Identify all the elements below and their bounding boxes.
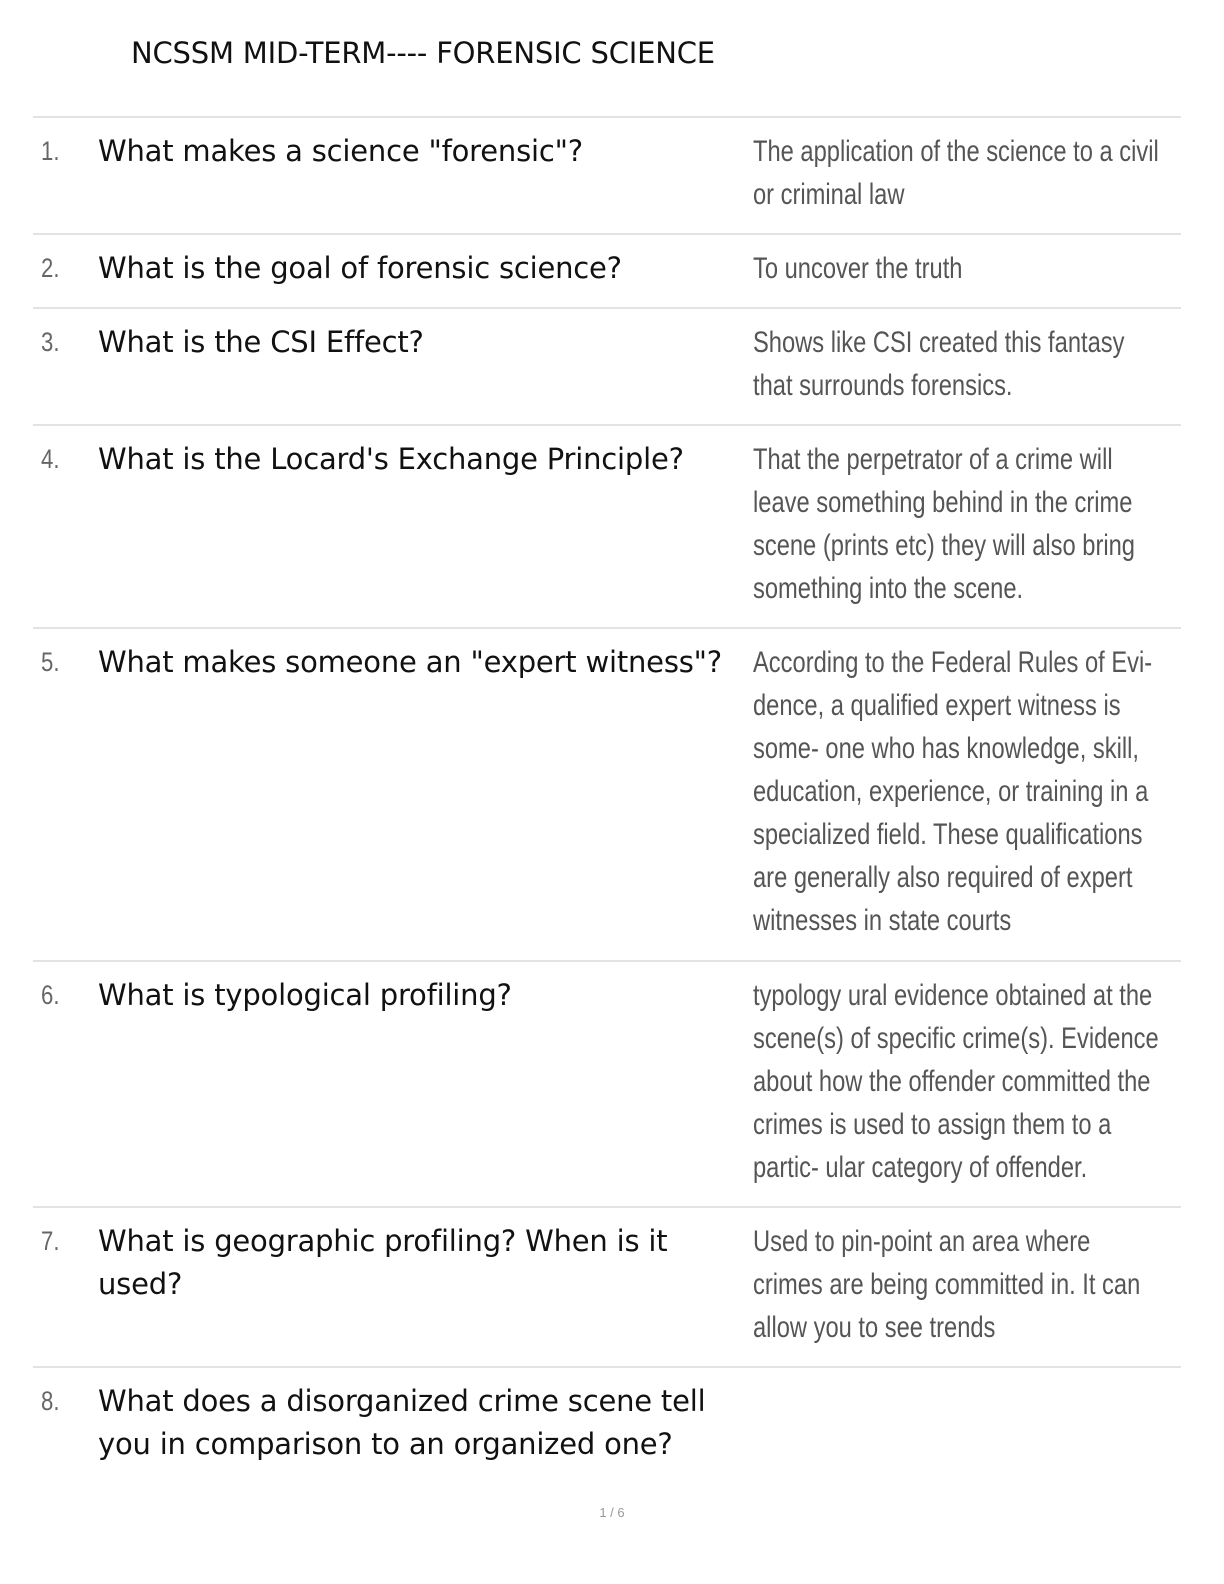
qa-row	[33, 960, 1181, 1184]
qa-row	[33, 307, 1181, 402]
qa-row	[33, 116, 1181, 211]
question-text: What is geographic profiling? When is it used?	[98, 1224, 668, 1301]
item-number: 3.	[41, 327, 60, 357]
answer-text: typology ural evidence obtained at the scene(s) of specific crime(s). Evidence about how the offender committed the crimes is used to assign them to a partic- ular category of offender.	[753, 979, 1159, 1184]
item-number: 8.	[41, 1386, 60, 1416]
question-text: What is the CSI Effect?	[98, 325, 424, 359]
item-number: 1.	[41, 136, 60, 166]
item-number: 2.	[41, 253, 60, 283]
qa-row	[33, 424, 1181, 605]
answer-text: The application of the science to a civil or criminal law	[753, 135, 1159, 211]
question-text: What makes a science "forensic"?	[98, 134, 583, 168]
question-text: What does a disorganized crime scene tell you in comparison to an organized one?	[98, 1384, 706, 1461]
page-number: 1 / 6	[599, 1505, 625, 1520]
item-number: 4.	[41, 444, 60, 474]
qa-row	[33, 627, 1181, 937]
item-number: 6.	[41, 980, 60, 1010]
answer-text: Used to pin-point an area where crimes are being committed in. It can allow you to see trends	[753, 1225, 1141, 1344]
qa-row	[33, 233, 1181, 285]
question-text: What is the Locard's Exchange Principle?	[98, 442, 684, 476]
answer-text: That the perpetrator of a crime will leave something behind in the crime scene (prints etc) they will also bring something into the scene.	[753, 443, 1135, 605]
item-number: 7.	[41, 1226, 60, 1256]
item-number: 5.	[41, 647, 60, 677]
question-text: What is typological profiling?	[98, 978, 512, 1012]
qa-row	[33, 1206, 1181, 1344]
answer-text: To uncover the truth	[753, 252, 963, 285]
qa-row	[33, 1366, 1181, 1461]
question-text: What is the goal of forensic science?	[98, 251, 622, 285]
answer-text: Shows like CSI created this fantasy that surrounds forensics.	[753, 326, 1125, 402]
answer-text: According to the Federal Rules of Evi- dence, a qualified expert witness is some- one who has knowledge, skill, education, experience, or training in a specialized field. These qualifications are generally also required of expert witnesses in state courts	[753, 646, 1153, 937]
document-title: NCSSM MID-TERM---- FORENSIC SCIENCE	[131, 36, 715, 70]
question-text: What makes someone an "expert witness"?	[98, 645, 722, 679]
